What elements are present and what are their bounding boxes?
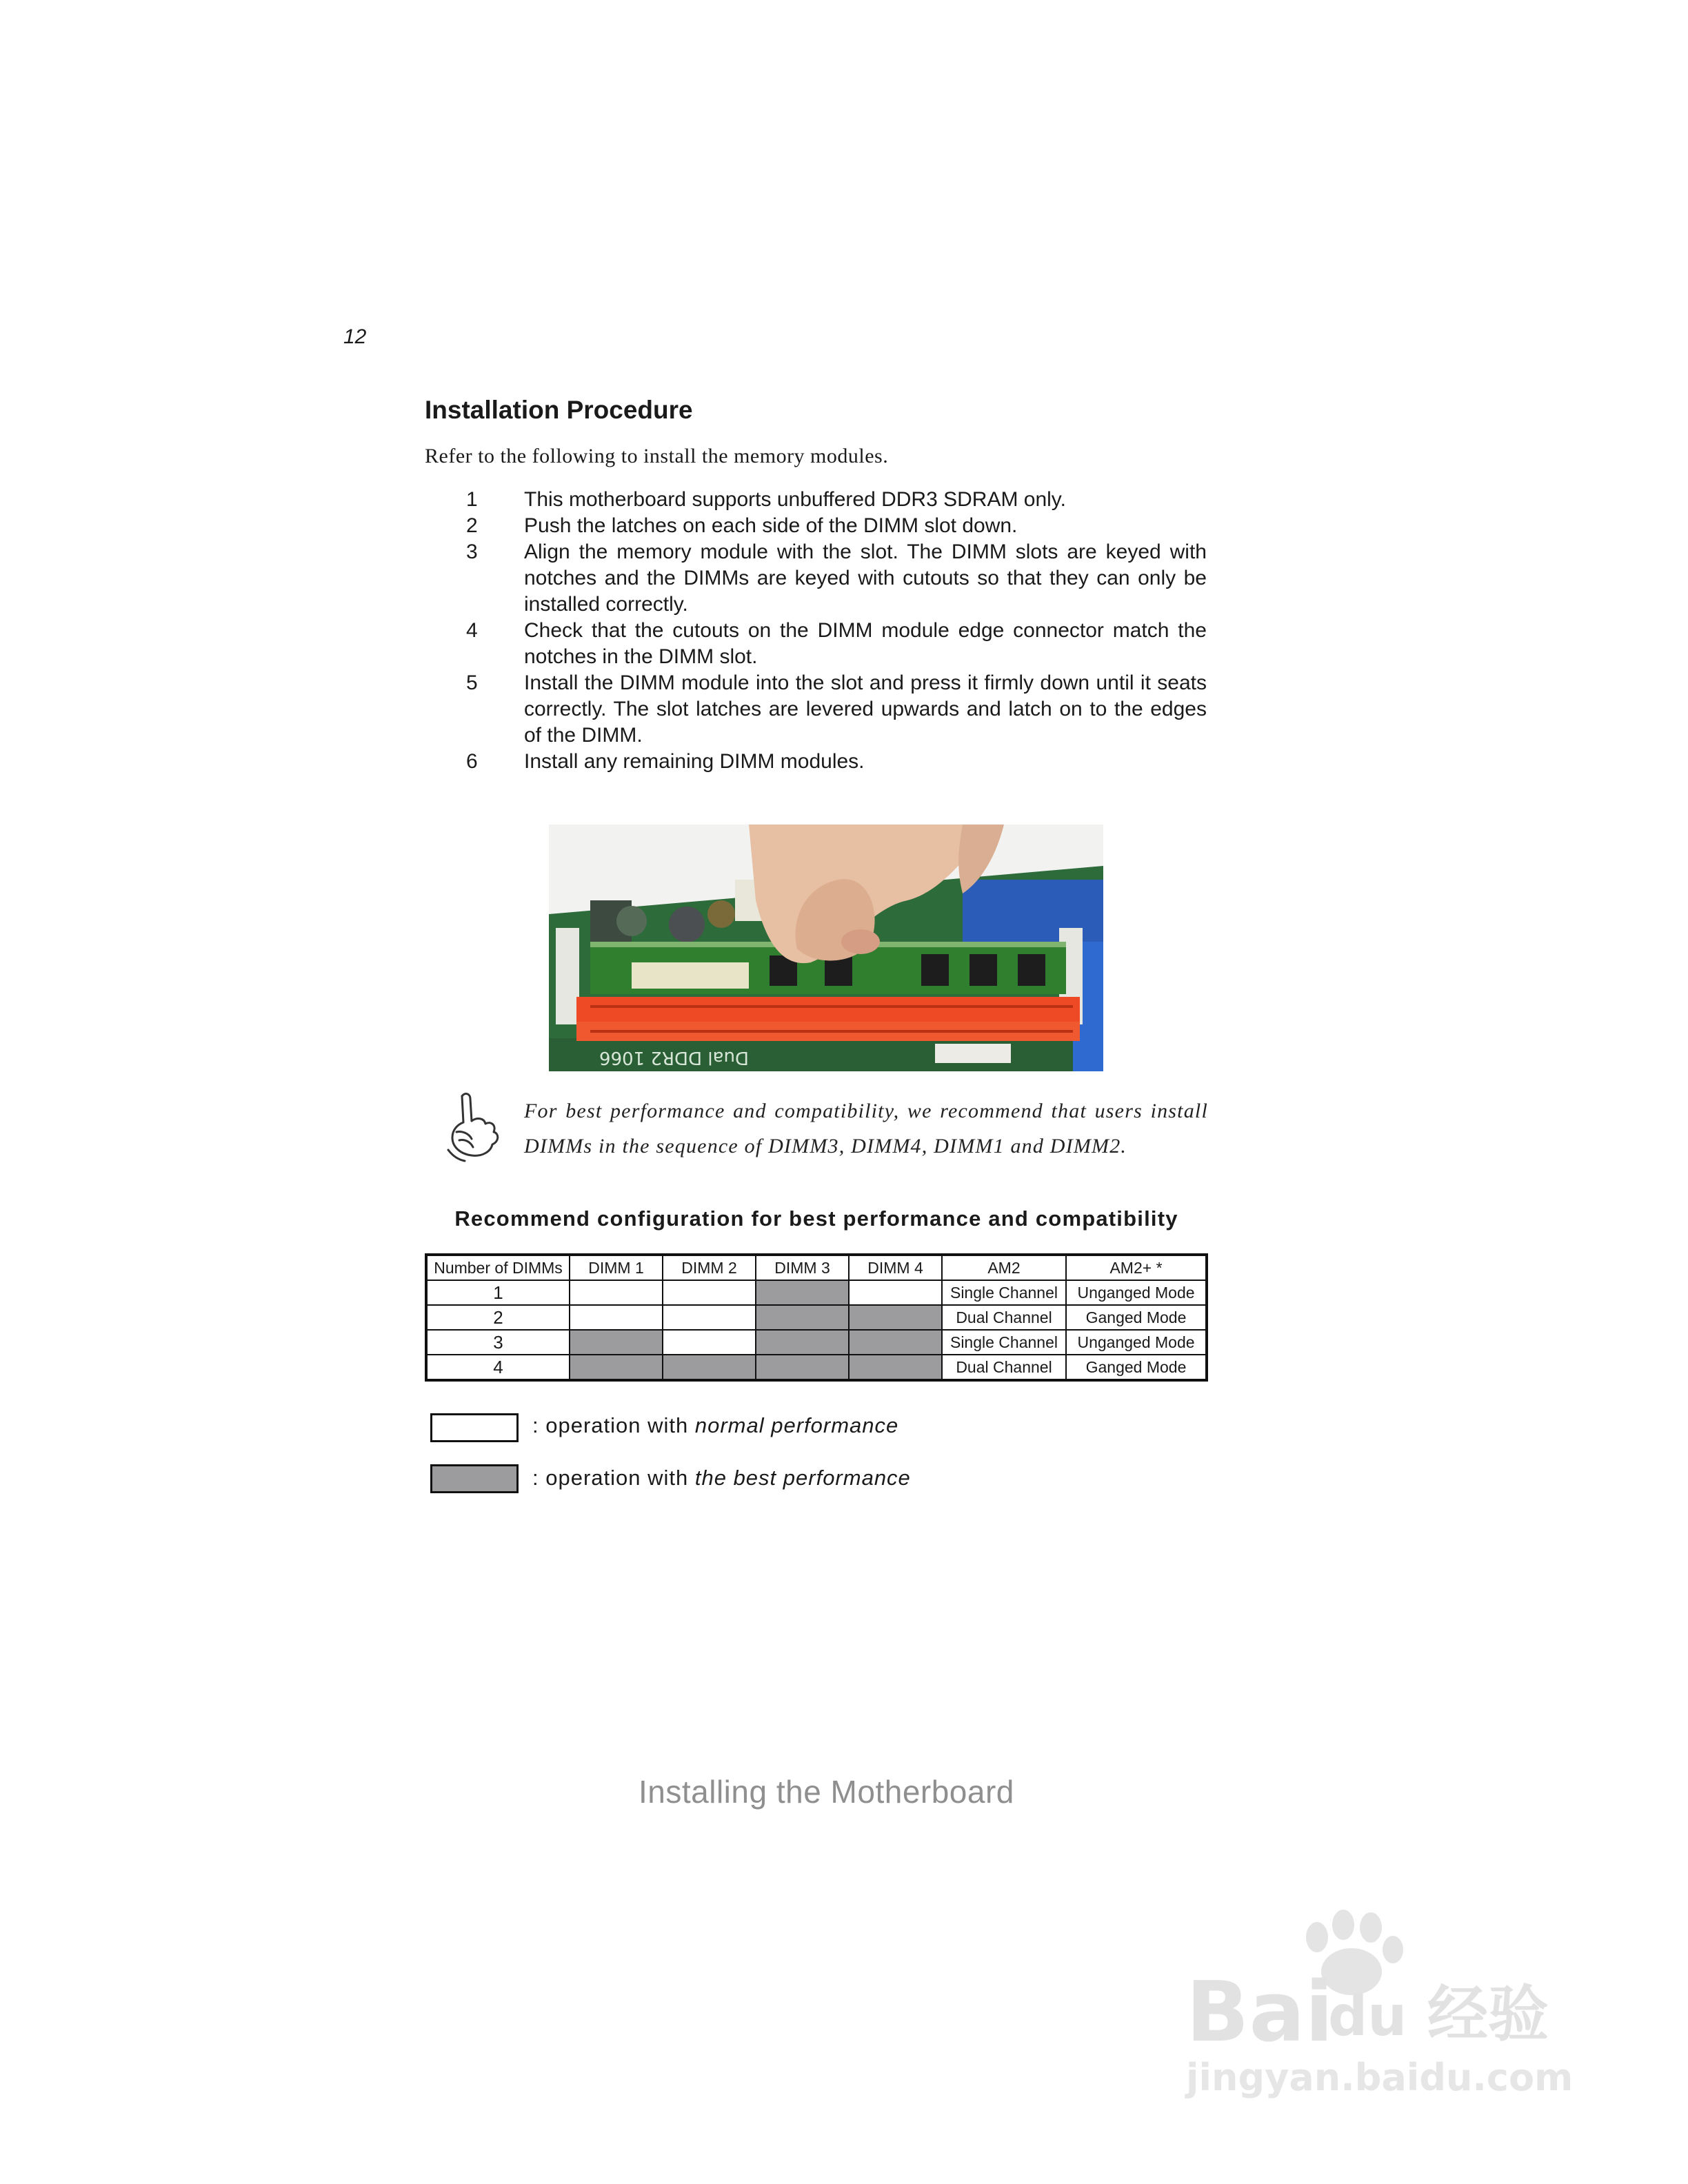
legend-best-prefix: : operation with — [532, 1466, 695, 1490]
slot-cell — [663, 1305, 756, 1330]
step-text: Install any remaining DIMM modules. — [524, 750, 865, 773]
slot-cell — [756, 1355, 849, 1380]
legend-best-swatch — [430, 1464, 519, 1493]
column-header: AM2 — [942, 1255, 1066, 1280]
slot-cell — [756, 1280, 849, 1305]
pointing-hand-icon — [441, 1089, 508, 1164]
step-text: Check that the cutouts on the DIMM module edge connector match the notches in the DIMM slot. — [524, 619, 1207, 668]
table-row — [426, 1280, 1207, 1305]
dimm-count-cell: 1 — [426, 1280, 570, 1305]
watermark-brand2: du — [1328, 1984, 1407, 2048]
column-header: DIMM 1 — [570, 1255, 663, 1280]
step-item — [466, 513, 1208, 539]
slot-cell — [849, 1280, 942, 1305]
table-row — [426, 1330, 1207, 1355]
slot-cell — [849, 1355, 942, 1380]
dimm-count-cell: 4 — [426, 1355, 570, 1380]
am2-cell: Dual Channel — [942, 1355, 1066, 1380]
legend-normal-swatch — [430, 1413, 519, 1442]
legend-normal-emphasis: normal performance — [694, 1413, 899, 1437]
step-number: 5 — [466, 671, 478, 694]
footer-title: Installing the Motherboard — [639, 1774, 1014, 1810]
am2plus-cell: Ganged Mode — [1066, 1355, 1207, 1380]
step-number: 2 — [466, 514, 478, 537]
slot-cell — [756, 1330, 849, 1355]
slot-cell — [570, 1330, 663, 1355]
table-header-row — [426, 1255, 1207, 1280]
slot-cell — [849, 1305, 942, 1330]
step-number: 1 — [466, 488, 478, 511]
installation-steps — [466, 487, 1208, 775]
slot-cell — [570, 1280, 663, 1305]
watermark-cn: 经验 — [1427, 1979, 1549, 2050]
watermark-brand: Bai — [1186, 1965, 1334, 2061]
legend-best-emphasis: the best performance — [694, 1466, 911, 1490]
step-item — [466, 618, 1208, 670]
step-text: Push the latches on each side of the DIMM slot down. — [524, 514, 1018, 537]
am2plus-cell: Unganged Mode — [1066, 1280, 1207, 1305]
step-text: Install the DIMM module into the slot and press it firmly down until it seats correctly. The slot latches are levered upwards and latch on to the edges of the DIMM. — [524, 671, 1207, 747]
table-row — [426, 1355, 1207, 1380]
step-number: 3 — [466, 540, 478, 563]
column-header: Number of DIMMs — [426, 1255, 570, 1280]
am2-cell: Single Channel — [942, 1330, 1066, 1355]
step-number: 4 — [466, 619, 478, 642]
step-item — [466, 487, 1208, 513]
section-heading: Installation Procedure — [425, 396, 693, 424]
intro-text: Refer to the following to install the memory modules. — [425, 445, 889, 467]
dimm-count-cell: 2 — [426, 1305, 570, 1330]
step-item — [466, 749, 1208, 775]
am2-cell: Single Channel — [942, 1280, 1066, 1305]
table-title: Recommend configuration for best performance and compatibility — [454, 1206, 1178, 1231]
slot-cell — [570, 1305, 663, 1330]
page-number: 12 — [343, 325, 367, 348]
step-item — [466, 539, 1208, 618]
step-item — [466, 670, 1208, 749]
am2plus-cell: Unganged Mode — [1066, 1330, 1207, 1355]
board-print-text: Dual DDR2 1066 — [599, 1047, 749, 1068]
slot-cell — [756, 1305, 849, 1330]
slot-cell — [663, 1330, 756, 1355]
column-header: DIMM 4 — [849, 1255, 942, 1280]
recommendation-note: For best performance and compatibility, we recommend that users install DIMMs in the sequence of DIMM3, DIMM4, DIMM1 and DIMM2. — [524, 1100, 1208, 1157]
column-header: DIMM 2 — [663, 1255, 756, 1280]
am2-cell: Dual Channel — [942, 1305, 1066, 1330]
legend-normal-prefix: : operation with — [532, 1413, 695, 1437]
column-header: AM2+ * — [1066, 1255, 1207, 1280]
am2plus-cell: Ganged Mode — [1066, 1305, 1207, 1330]
dimm-config-table — [425, 1253, 1208, 1382]
dimm-install-photo — [549, 825, 1103, 1071]
slot-cell — [663, 1280, 756, 1305]
dimm-count-cell: 3 — [426, 1330, 570, 1355]
slot-cell — [663, 1355, 756, 1380]
slot-cell — [849, 1330, 942, 1355]
step-text: This motherboard supports unbuffered DDR3 SDRAM only. — [524, 488, 1066, 511]
baidu-watermark-logo — [1165, 1910, 1593, 2103]
legend-normal-text — [532, 1413, 898, 1438]
step-text: Align the memory module with the slot. The DIMM slots are keyed with notches and the DIMMs are keyed with cutouts so that they can only be installed correctly. — [524, 540, 1207, 616]
slot-cell — [570, 1355, 663, 1380]
table-row — [426, 1305, 1207, 1330]
step-number: 6 — [466, 750, 478, 773]
watermark-url: jingyan.baidu.com — [1186, 2056, 1574, 2099]
legend-best-text — [532, 1466, 911, 1490]
column-header: DIMM 3 — [756, 1255, 849, 1280]
